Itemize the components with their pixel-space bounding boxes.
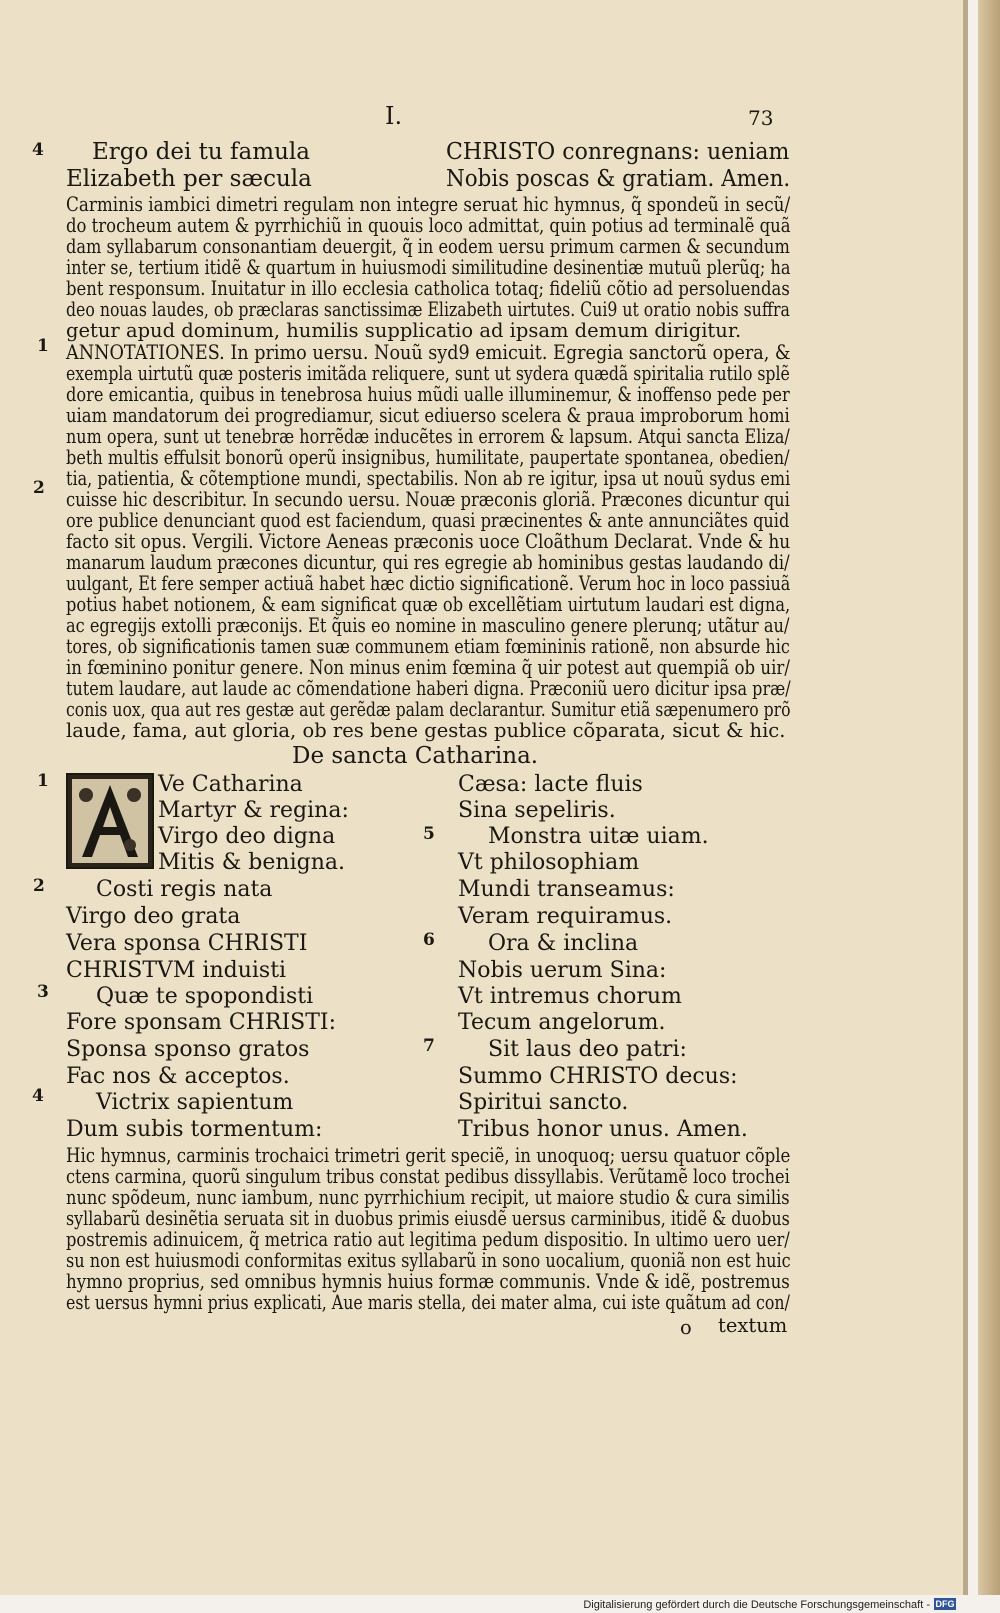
commentary-line: syllabarũ desinẽtia seruata sit in duobus primis eiusdẽ uersus carminibus, itidẽ & duobus xyxy=(66,1207,790,1230)
hymn-line: Virgo deo digna xyxy=(158,824,336,849)
margin-number: 3 xyxy=(37,982,49,1002)
hymn-line: Sina sepeliris. xyxy=(458,798,616,823)
hymn-line: Vt philosophiam xyxy=(458,850,640,875)
verse-number: 6 xyxy=(423,930,435,950)
hymn-line: Ora & inclina xyxy=(488,931,639,956)
hymn-line: Nobis uerum Sina: xyxy=(458,958,667,983)
dfg-logo: DFG xyxy=(935,1599,955,1609)
page-gutter xyxy=(978,0,1000,1595)
annotation-line: laude, fama, aut gloria, ob res bene gestas publice cõparata, sicut & hic. xyxy=(66,719,786,742)
hymn-line: Spiritui sancto. xyxy=(458,1090,629,1115)
commentary-line: hymno proprius, sed omnibus hymnis huius formæ communis. Vnde & idẽ, postremus xyxy=(66,1270,790,1293)
annotation-line: exempla uirtutũ quæ posteris imitãda reliquere, sunt ut sydera quædã spiritalia rutilo splẽ xyxy=(66,362,790,385)
annotation-line: num opera, sunt ut tenebræ horrẽdæ inducẽtes in errorem & lapsum. Atqui sancta Eliza/ xyxy=(66,425,790,448)
running-header: I. xyxy=(385,102,403,130)
hymn-line: Vt intremus chorum xyxy=(458,984,682,1009)
annotation-line: facto sit opus. Vergili. Victore Aeneas præconis uoce Cloãthum Declarat. Vnde & hu xyxy=(66,530,791,553)
margin-number: 4 xyxy=(32,1086,44,1106)
annotation-line: uulgant, Et fere semper actiuã habet hæc dictio significationẽ. Verum hoc in loco passiuã xyxy=(66,572,791,595)
commentary-line: bent responsum. Inuitatur in illo ecclesia catholica totaq; fideliũ cõtio ad persoluendas xyxy=(66,277,790,300)
annotation-line: uiam mandatorum dei progrediamur, sicut ediuerso scelera & praua improborum homi xyxy=(66,404,790,427)
commentary-line: su non est huiusmodi conformitas exitus syllabarũ in sono uocalium, quoniã non est huic xyxy=(66,1249,791,1272)
hymn-line: Fore sponsam CHRISTI: xyxy=(66,1010,337,1035)
margin-number: 1 xyxy=(37,771,49,791)
hymn-line: Sponsa sponso gratos xyxy=(66,1037,310,1062)
commentary-line: dam syllabarum consonantiam deuergit, q̃ in eodem uersu primum carmen & secundum xyxy=(66,235,790,258)
hymn-line: Ve Catharina xyxy=(158,772,303,797)
margin-number: 2 xyxy=(33,876,45,896)
annotation-line: ANNOTATIONES. In primo uersu. Nouũ syd9 emicuit. Egregia sanctorũ opera, & xyxy=(66,341,791,364)
hymn-line: Costi regis nata xyxy=(96,877,273,902)
hymn-line: Fac nos & acceptos. xyxy=(66,1064,290,1089)
hymn-line: Cæsa: lacte fluis xyxy=(458,772,643,797)
hymn-line: Summo CHRISTO decus: xyxy=(458,1064,738,1089)
annotation-line: ore publice denunciant quod est faciendum, quasi præcinentes & ante annunciãtes quid xyxy=(66,509,790,532)
hymn-line: Virgo deo grata xyxy=(66,904,241,929)
annotation-line: potius habet notionem, & eam significat quæ ob excellẽtiam uirtutum laudari est digna, xyxy=(66,593,791,616)
commentary-line: Carminis iambici dimetri regulam non integre seruat hic hymnus, q̃ spondeũ in secũ/ xyxy=(66,193,791,216)
annotation-line: dore emicantia, quibus in tenebrosa huius mũdi ualle illuminemur, & inoffenso pede per xyxy=(66,383,790,406)
verse-number: 5 xyxy=(423,824,435,844)
margin-number: 2 xyxy=(33,478,45,498)
margin-number: 1 xyxy=(37,336,49,356)
hymn-line: Tecum angelorum. xyxy=(458,1010,666,1035)
annotation-line: manarum laudum præcones dicuntur, qui res egregie ab hominibus gestas laudando di/ xyxy=(66,551,790,574)
commentary-line: deo nouas laudes, ob præclaras sanctissimæ Elizabeth uirtutes. Cui9 ut oratio nobis suffra xyxy=(66,298,790,321)
hymn-line: Vera sponsa CHRISTI xyxy=(66,931,308,956)
commentary-line: do trocheum autem & pyrrhichiũ in quouis loco admittat, quin potius ad terminalẽ quã xyxy=(66,214,791,237)
commentary-line: Hic hymnus, carminis trochaici trimetri gerit speciẽ, in unoquoq; uersu quatuor cõple xyxy=(66,1144,791,1167)
hymn-line: Monstra uitæ uiam. xyxy=(488,824,709,849)
hymn-line: Mundi transeamus: xyxy=(458,877,675,902)
commentary-line: nunc spõdeum, nunc iambum, nunc pyrrhichium recipit, ut maiore studio & cura similis xyxy=(66,1186,790,1209)
folio-number: 73 xyxy=(748,106,774,130)
annotation-line: beth multis effulsit bonorũ operũ insignibus, humilitate, paupertate spontanea, obedien/ xyxy=(66,446,790,469)
section-title: De sancta Catharina. xyxy=(292,743,539,769)
hymn-line: Tribus honor unus. Amen. xyxy=(458,1117,748,1142)
annotation-line: tutem laudare, aut laude ac cõmendatione haberi digna. Præconiũ uero dicitur ipsa præ/ xyxy=(66,677,791,700)
commentary-line: postremis adinuicem, q̃ metrica ratio aut legitima pedum dispositio. In ultimo uero uer/ xyxy=(66,1228,790,1251)
verse-line: Ergo dei tu famula xyxy=(92,139,310,165)
verse-line: CHRISTO conregnans: ueniam xyxy=(446,139,790,165)
annotation-line: tia, patientia, & cõtemptione mundi, spectabilis. Non ab re igitur, ipsa ut nouũ sydus emi xyxy=(66,467,791,490)
commentary-line: ctens carmina, quorũ singulum tribus constat pedibus dissyllabis. Verũtamẽ loco trochei xyxy=(66,1165,790,1188)
hymn-line: Dum subis tormentum: xyxy=(66,1117,323,1142)
hymn-line: Martyr & regina: xyxy=(158,798,349,823)
hymn-line: Quæ te spopondisti xyxy=(96,984,314,1009)
annotation-line: ac egregijs extolli præconijs. Et q̃uis eo nomine in masculino genere plerunq; utãtur au/ xyxy=(66,614,790,637)
commentary-line: inter se, tertium itidẽ & quartum in huiusmodi similitudine desinentiæ mutuũ plerũq; ha xyxy=(66,256,791,279)
margin-number: 4 xyxy=(32,140,44,160)
verse-line: Nobis poscas & gratiam. Amen. xyxy=(446,166,791,192)
hymn-line: Mitis & benigna. xyxy=(158,850,345,875)
footer-credit: Digitalisierung gefördert durch die Deutsche Forschungsgemeinschaft - xyxy=(583,1599,930,1611)
commentary-line: getur apud dominum, humilis supplicatio ad ipsam demum dirigitur. xyxy=(66,319,742,342)
verse-line: Elizabeth per sæcula xyxy=(66,166,312,192)
annotation-line: conis uox, qua aut res gestæ aut gerẽdæ palam declarantur. Sumitur etiã sæpenumero prõ xyxy=(66,698,791,721)
verse-number: 7 xyxy=(423,1036,435,1056)
hymn-line: CHRISTVM induisti xyxy=(66,958,287,983)
hymn-line: Sit laus deo patri: xyxy=(488,1037,687,1062)
commentary-line: est uersus hymni prius explicati, Aue maris stella, dei mater alma, cui iste quãtum ad con/ xyxy=(66,1291,790,1314)
catchword: textum xyxy=(718,1314,788,1337)
signature-mark: o xyxy=(680,1316,692,1339)
decorated-initial-a xyxy=(66,773,154,869)
annotation-line: cuisse hic describitur. In secundo uersu. Nouæ præconis gloriã. Præcones dicuntur qui xyxy=(66,488,790,511)
annotation-line: in fœminino ponitur genere. Non minus enim fœmina q̃ uir potest aut quempiã ob uir/ xyxy=(66,656,790,679)
hymn-line: Veram requiramus. xyxy=(458,904,673,929)
hymn-line: Victrix sapientum xyxy=(96,1090,294,1115)
initial-ornament xyxy=(68,775,152,867)
annotation-line: tores, ob significationis tamen suæ communem etiam fœmininis rationẽ, non absurde hic xyxy=(66,635,790,658)
